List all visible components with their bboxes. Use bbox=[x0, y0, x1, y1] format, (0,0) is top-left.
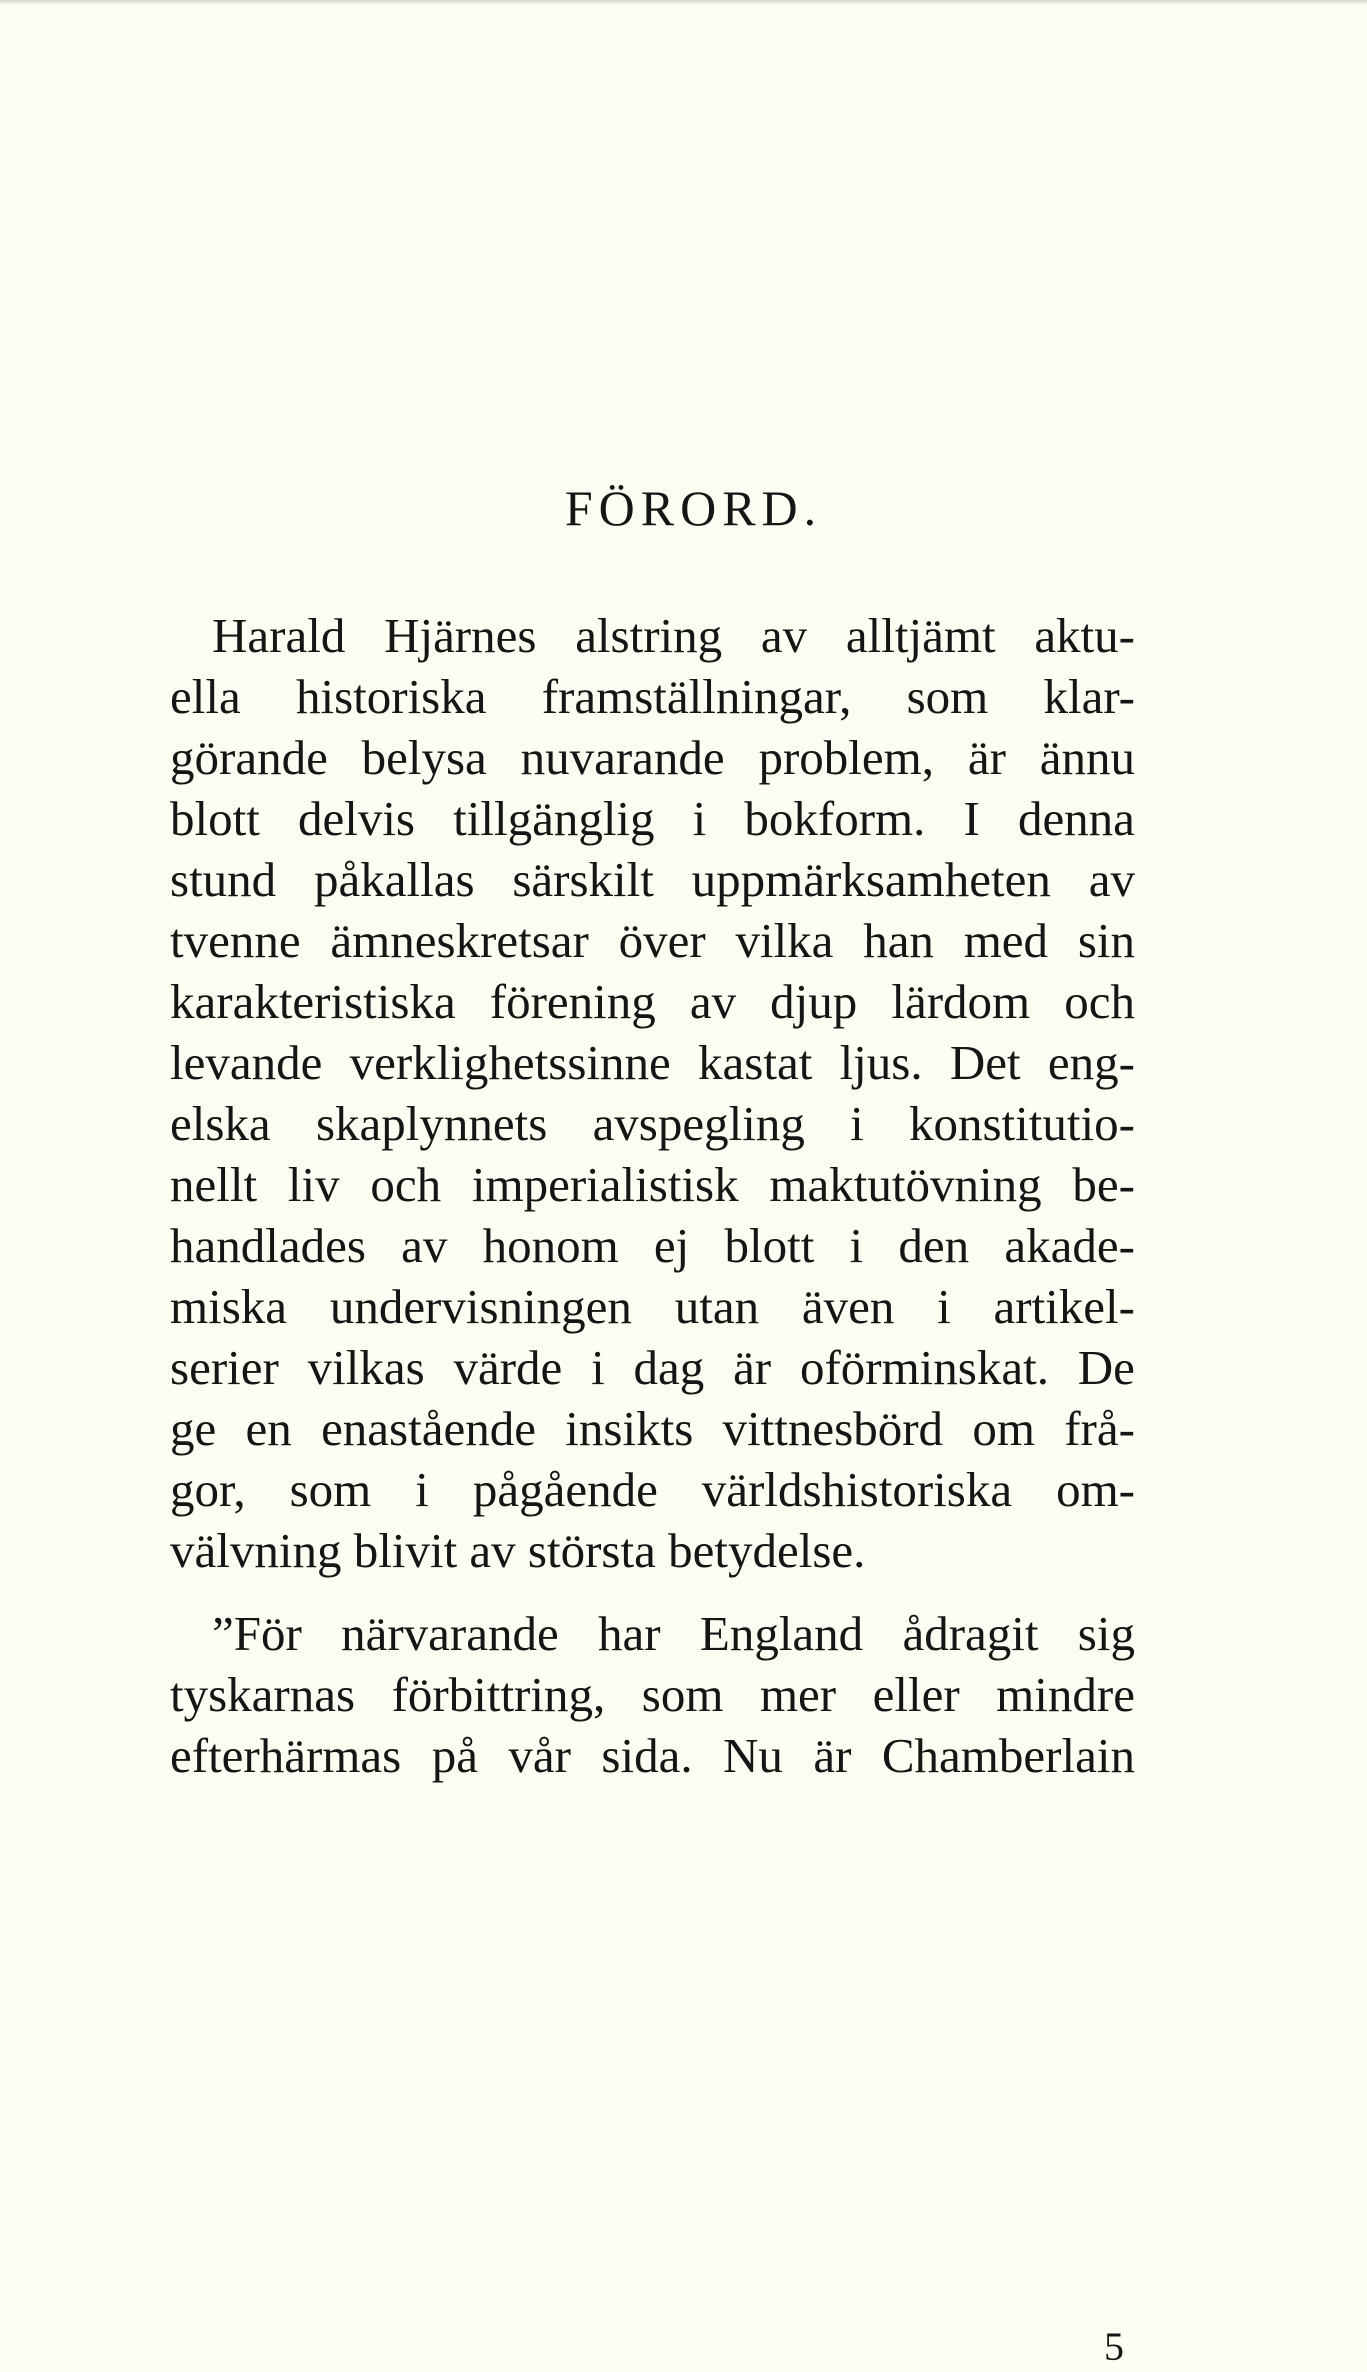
word: akade- bbox=[1004, 1218, 1135, 1273]
text-line bbox=[170, 727, 1135, 788]
word: gor, bbox=[170, 1462, 246, 1517]
word: miska bbox=[170, 1279, 288, 1334]
word: med bbox=[963, 913, 1049, 968]
word: elska bbox=[170, 1096, 271, 1151]
text-line bbox=[170, 1459, 1135, 1520]
word: denna bbox=[1017, 791, 1135, 846]
word: han bbox=[863, 913, 934, 968]
word: om bbox=[972, 1401, 1035, 1456]
word: enastående bbox=[321, 1401, 536, 1456]
body-text bbox=[170, 605, 1135, 1786]
word: närvarande bbox=[341, 1606, 559, 1661]
word: ”För bbox=[212, 1606, 302, 1661]
word: Chamberlain bbox=[881, 1728, 1135, 1783]
word: sin bbox=[1077, 913, 1135, 968]
text-line bbox=[170, 1215, 1135, 1276]
word: undervisningen bbox=[329, 1279, 632, 1334]
word: är bbox=[733, 1340, 772, 1395]
word: tvenne bbox=[170, 913, 301, 968]
word: insikts bbox=[565, 1401, 694, 1456]
word: även bbox=[801, 1279, 895, 1334]
word: I bbox=[963, 791, 980, 846]
word: karakteristiska bbox=[170, 974, 456, 1029]
word: historiska bbox=[295, 669, 487, 724]
word: och bbox=[1064, 974, 1135, 1029]
word: i bbox=[849, 1218, 864, 1273]
word: förbittring, bbox=[391, 1667, 606, 1722]
word: dag bbox=[633, 1340, 705, 1395]
word: djup bbox=[770, 974, 858, 1029]
word: pågående bbox=[472, 1462, 658, 1517]
word: i bbox=[415, 1462, 429, 1517]
word: lärdom bbox=[891, 974, 1031, 1029]
word: England bbox=[699, 1606, 864, 1661]
word: handlades bbox=[170, 1218, 366, 1273]
word: vilka bbox=[735, 913, 834, 968]
word: av bbox=[760, 608, 808, 663]
word: påkallas bbox=[313, 852, 475, 907]
paragraph-gap bbox=[170, 1581, 1135, 1603]
word: kastat bbox=[698, 1035, 813, 1090]
word: i bbox=[850, 1096, 864, 1151]
word: vittnesbörd bbox=[722, 1401, 944, 1456]
word: eng- bbox=[1047, 1035, 1135, 1090]
word: förening bbox=[489, 974, 656, 1029]
word: alstring bbox=[575, 608, 723, 663]
word: ännu bbox=[1039, 730, 1135, 785]
word: den bbox=[898, 1218, 970, 1273]
chapter-heading: FÖRORD. bbox=[564, 480, 823, 536]
text-line bbox=[170, 1398, 1135, 1459]
text-line bbox=[170, 1664, 1135, 1725]
word: efterhärmas bbox=[170, 1728, 402, 1783]
page-top-edge bbox=[0, 0, 1367, 5]
word: skaplynnets bbox=[315, 1096, 548, 1151]
word: är bbox=[967, 730, 1006, 785]
word: Nu bbox=[723, 1728, 783, 1783]
word: på bbox=[431, 1728, 478, 1783]
word: Harald bbox=[212, 608, 346, 663]
word: tillgänglig bbox=[453, 791, 655, 846]
word: sida. bbox=[601, 1728, 693, 1783]
text-line bbox=[170, 849, 1135, 910]
word: ådragit bbox=[902, 1606, 1039, 1661]
word: över bbox=[618, 913, 706, 968]
word: framställningar, bbox=[541, 669, 852, 724]
word: eller bbox=[872, 1667, 960, 1722]
word: ämneskretsar bbox=[330, 913, 589, 968]
word: världshistoriska bbox=[701, 1462, 1013, 1517]
word: mer bbox=[759, 1667, 837, 1722]
word: av bbox=[401, 1218, 448, 1273]
word: har bbox=[598, 1606, 661, 1661]
word: särskilt bbox=[512, 852, 654, 907]
text-line bbox=[170, 1603, 1135, 1664]
word: artikel- bbox=[993, 1279, 1135, 1334]
text-line: välvning blivit av största betydelse. bbox=[170, 1523, 866, 1578]
word: vilkas bbox=[307, 1340, 425, 1395]
word: Det bbox=[949, 1035, 1021, 1090]
word: görande bbox=[170, 730, 328, 785]
word: ella bbox=[170, 669, 241, 724]
paragraph bbox=[170, 1603, 1135, 1786]
word: stund bbox=[170, 852, 277, 907]
word: verklighetssinne bbox=[349, 1035, 671, 1090]
text-line bbox=[170, 910, 1135, 971]
word: imperialistisk bbox=[471, 1157, 739, 1212]
word: i bbox=[937, 1279, 951, 1334]
text-line bbox=[170, 1032, 1135, 1093]
word: av bbox=[1088, 852, 1135, 907]
page-number: 5 bbox=[1104, 2324, 1124, 2369]
word: uppmärksamheten bbox=[691, 852, 1051, 907]
word: belysa bbox=[361, 730, 487, 785]
word: en bbox=[245, 1401, 292, 1456]
word: De bbox=[1077, 1340, 1135, 1395]
word: blott bbox=[170, 791, 260, 846]
word: ge bbox=[170, 1401, 217, 1456]
word: serier bbox=[170, 1340, 279, 1395]
word: och bbox=[370, 1157, 442, 1212]
word: maktutövning bbox=[769, 1157, 1042, 1212]
word: nuvarande bbox=[520, 730, 725, 785]
word: honom bbox=[482, 1218, 619, 1273]
word: nellt bbox=[170, 1157, 258, 1212]
word: delvis bbox=[297, 791, 415, 846]
text-line bbox=[170, 1337, 1135, 1398]
text-line bbox=[170, 971, 1135, 1032]
paragraph bbox=[170, 605, 1135, 1581]
word: ljus. bbox=[839, 1035, 923, 1090]
word: oförminskat. bbox=[799, 1340, 1049, 1395]
word: frå- bbox=[1064, 1401, 1135, 1456]
word: Hjärnes bbox=[384, 608, 537, 663]
word: blott bbox=[724, 1218, 815, 1273]
word: är bbox=[813, 1728, 852, 1783]
word: som bbox=[289, 1462, 372, 1517]
word: klar- bbox=[1043, 669, 1135, 724]
text-line bbox=[170, 788, 1135, 849]
word: värde bbox=[453, 1340, 563, 1395]
word: av bbox=[689, 974, 737, 1029]
word: utan bbox=[674, 1279, 760, 1334]
word: som bbox=[641, 1667, 724, 1722]
word: be- bbox=[1072, 1157, 1135, 1212]
word: om- bbox=[1056, 1462, 1135, 1517]
word: tyskarnas bbox=[170, 1667, 356, 1722]
word: vår bbox=[508, 1728, 571, 1783]
text-line bbox=[170, 1276, 1135, 1337]
text-line bbox=[170, 1725, 1135, 1786]
word: levande bbox=[170, 1035, 323, 1090]
word: konstitutio- bbox=[908, 1096, 1135, 1151]
word: problem, bbox=[758, 730, 935, 785]
word: i bbox=[591, 1340, 605, 1395]
word: ej bbox=[653, 1218, 690, 1273]
word: aktu- bbox=[1034, 608, 1135, 663]
word: liv bbox=[287, 1157, 340, 1212]
text-line bbox=[170, 1093, 1135, 1154]
word: i bbox=[692, 791, 707, 846]
word: bokform. bbox=[744, 791, 926, 846]
word: mindre bbox=[996, 1667, 1135, 1722]
text-line bbox=[170, 666, 1135, 727]
word: som bbox=[906, 669, 989, 724]
word: alltjämt bbox=[845, 608, 996, 663]
word: avspegling bbox=[592, 1096, 805, 1151]
text-line bbox=[170, 605, 1135, 666]
text-line bbox=[170, 1154, 1135, 1215]
word: sig bbox=[1077, 1606, 1135, 1661]
